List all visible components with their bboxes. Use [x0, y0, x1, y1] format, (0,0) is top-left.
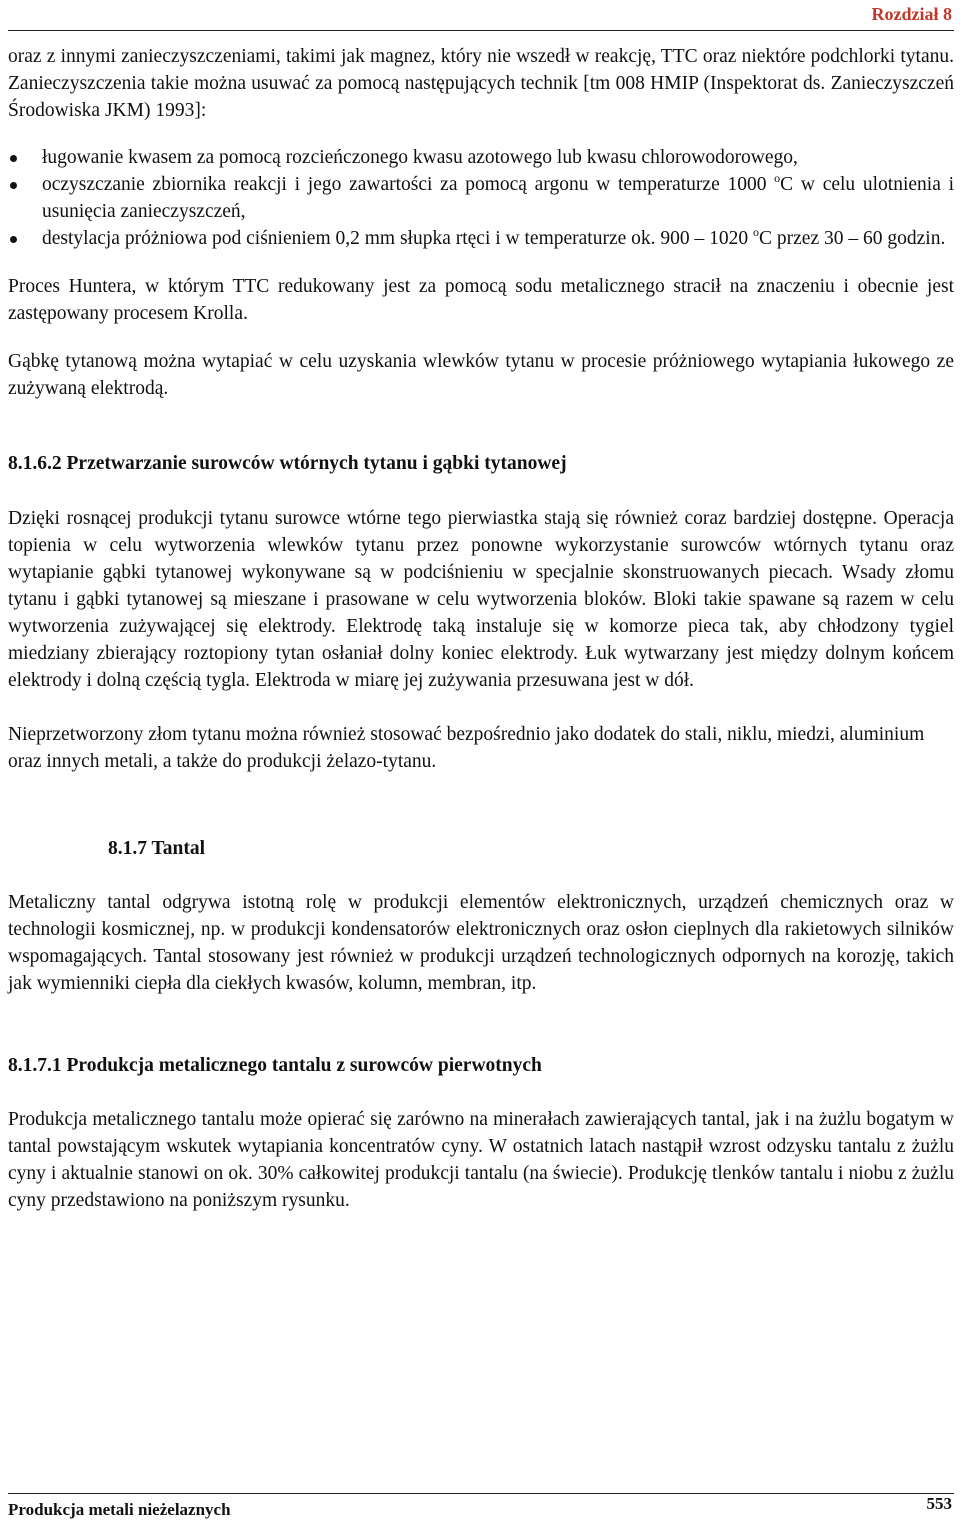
bullet-icon: [10, 182, 17, 189]
section-817-body: Metaliczny tantal odgrywa istotną rolę w produkcji elementów elektronicznych, urządzeń chemicznych oraz w technologii kosmicznej, np. w produkcji kondensatorów elektronicznych oraz osłon cieplnych dla rakietowych silników wspomagających. Tantal stosowany jest również w produkcji urządzeń technologicznych odpornych na korozję, takich jak wymienniki ciepła dla ciekłych kwasów, kolumn, membran, itp.: [8, 892, 954, 994]
intro-paragraph: oraz z innymi zanieczyszczeniami, takimi jak magnez, który nie wszedł w reakcję, TTC oraz niektóre podchlorki tytanu. Zanieczyszczenia takie można usuwać za pomocą następujących technik [tm 008 HMIP (Inspektorat ds. Zanieczyszczeń Środowiska JKM) 1993]:: [8, 46, 954, 121]
degree-superscript: o: [774, 171, 781, 185]
section-heading-8162: 8.1.6.2 Przetwarzanie surowców wtórnych tytanu i gąbki tytanowej: [8, 453, 567, 474]
section-8171-body: Produkcja metalicznego tantalu może opierać się zarówno na minerałach zawierających tantal, jak i na żużlu bogatym w tantal powstającym wskutek wytapiania koncentratów cyny. W ostatnich latach nastąpił wzrost odzysku tantalu z żużlu cyny i aktualnie stanowi on ok. 30% całkowitej produkcji tantalu (na świecie). Produkcję tlenków tantalu i niobu z żużlu cyny przedstawiono na poniższym rysunku.: [8, 1109, 954, 1211]
scrap-paragraph: Nieprzetworzony złom tytanu można również stosować bezpośrednio jako dodatek do stali, niklu, miedzi, aluminium oraz innych metali, a także do produkcji żelazo-tytanu.: [8, 724, 925, 772]
list-item-text: destylacja próżniowa pod ciśnieniem 0,2 mm słupka rtęci i w temperaturze ok. 900 – 1020: [42, 228, 754, 249]
sponge-paragraph: Gąbkę tytanową można wytapiać w celu uzyskania wlewków tytanu w procesie próżniowego wytapiania łukowego ze zużywaną elektrodą.: [8, 351, 954, 399]
section-8162-body: Dzięki rosnącej produkcji tytanu surowce wtórne tego pierwiastka stają się również coraz bardziej dostępne. Operacja topienia w celu wytworzenia wlewków tytanu przez ponowne wykorzystanie surowców wtórnych tytanu oraz wytapianie gąbki tytanowej wykonywane są w podciśnieniu w specjalnie skonstruowanych piecach. Wsady złomu tytanu i gąbki tytanowej są mieszane i prasowane w celu wytworzenia bloków. Bloki takie spawane są razem w celu wytworzenia zużywającej się elektrody. Elektrodę taką instaluje się w komorze pieca tak, aby chłodzony tygiel miedziany zbierający roztopiony tytan osłaniał dolny koniec elektrody. Łuk wytwarzany jest między dolnym końcem elektrody i dolną częścią tygla. Elektroda w miarę jej zużywania przesuwana jest w dół.: [8, 508, 954, 691]
bullet-icon: [10, 236, 17, 243]
list-item-text-tail: C przez 30 – 60 godzin.: [759, 228, 946, 249]
list-item-text: ługowanie kwasem za pomocą rozcieńczonego kwasu azotowego lub kwasu chlorowodorowego,: [42, 147, 798, 168]
footer-title: Produkcja metali nieżelaznych: [8, 1500, 231, 1519]
technique-list: [8, 144, 954, 252]
page-footer: [8, 1493, 954, 1519]
section-heading-8171: 8.1.7.1 Produkcja metalicznego tantalu z surowców pierwotnych: [8, 1055, 542, 1076]
list-item-text-tail: C w celu ulotnienia i usunięcia zanieczyszczeń,: [42, 174, 955, 222]
page-content: [8, 43, 954, 1214]
page-number: 553: [926, 1494, 952, 1513]
list-item: [8, 144, 954, 171]
list-item-text: oczyszczanie zbiornika reakcji i jego zawartości za pomocą argonu w temperaturze 1000: [42, 174, 775, 195]
bullet-icon: [10, 155, 17, 162]
hunter-paragraph: Proces Huntera, w którym TTC redukowany jest za pomocą sodu metalicznego stracił na znaczeniu i obecnie jest zastępowany procesem Krolla.: [8, 276, 954, 324]
list-item: [8, 171, 954, 225]
page-header: [8, 0, 954, 31]
degree-superscript: o: [753, 225, 760, 239]
document-page: [8, 0, 954, 1519]
list-item: [8, 225, 954, 252]
section-heading-817: 8.1.7 Tantal: [108, 838, 205, 859]
chapter-label: Rozdział 8: [871, 4, 952, 24]
